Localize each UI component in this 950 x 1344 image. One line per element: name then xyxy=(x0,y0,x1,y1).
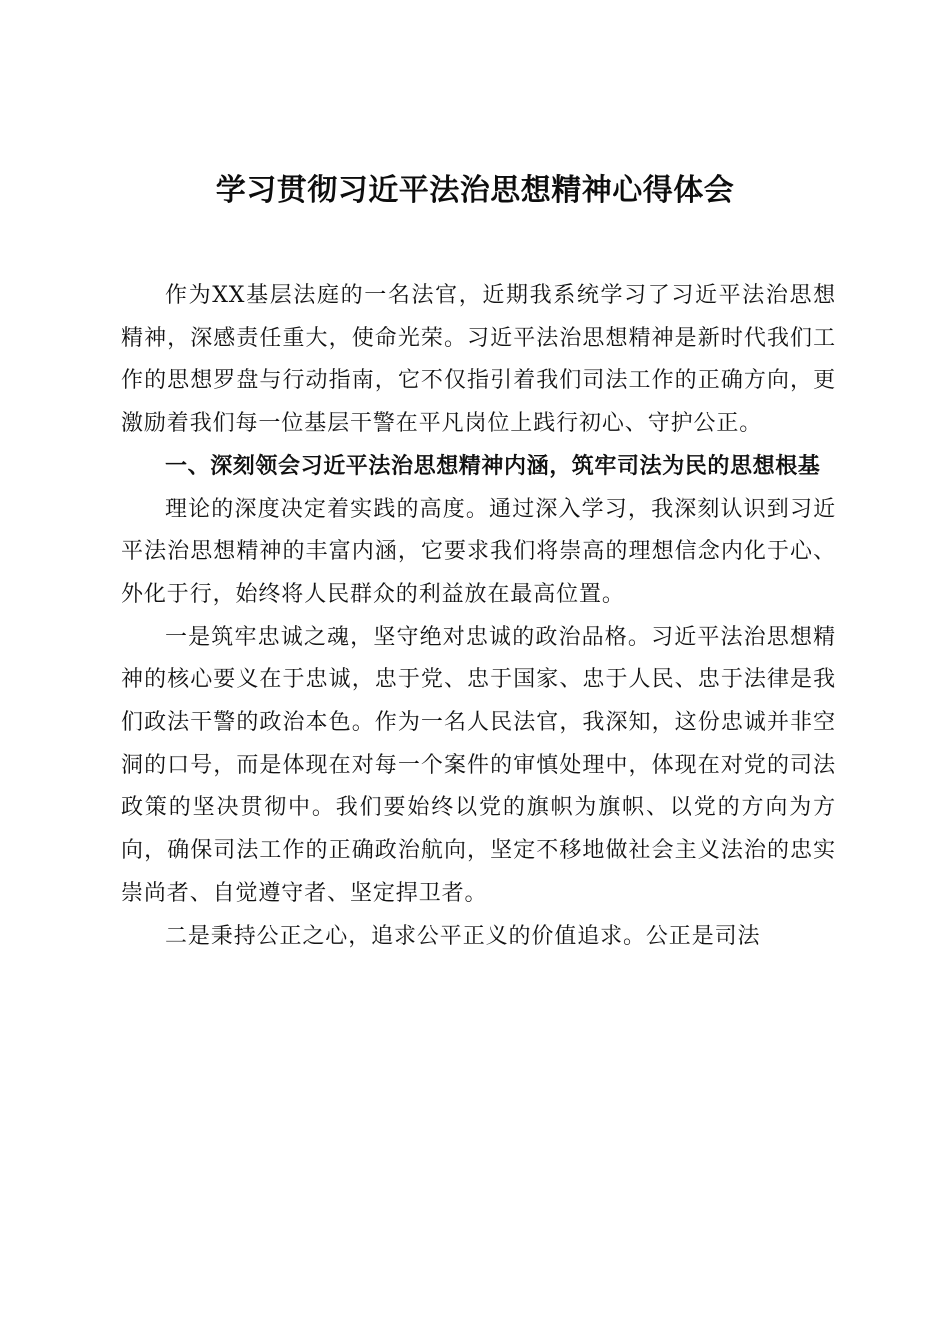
intro-paragraph: 作为XX基层法庭的一名法官，近期我系统学习了习近平法治思想精神，深感责任重大，使命光荣。习近平法治思想精神是新时代我们工作的思想罗盘与行动指南，它不仅指引着我们司法工作的正确方向，更激励着我们每一位基层干警在平凡岗位上践行初心、守护公正。 xyxy=(121,283,836,437)
section-heading-1: 一、深刻领会习近平法治思想精神内涵，筑牢司法为民的思想根基 xyxy=(165,453,821,479)
point-2-paragraph: 二是秉持公正之心，追求公平正义的价值追求。公正是司法 xyxy=(165,923,761,949)
document-body xyxy=(121,275,836,958)
document-title: 学习贯彻习近平法治思想精神心得体会 xyxy=(215,173,735,208)
point-1-paragraph: 一是筑牢忠诚之魂，坚守绝对忠诚的政治品格。习近平法治思想精神的核心要义在于忠诚，忠于党、忠于国家、忠于人民、忠于法律是我们政法干警的政治本色。作为一名人民法官，我深知，这份忠诚并非空洞的口号，而是体现在对每一个案件的审慎处理中，体现在对党的司法政策的坚决贯彻中。我们要始终以党的旗帜为旗帜、以党的方向为方向，确保司法工作的正确政治航向，坚定不移地做社会主义法治的忠实崇尚者、自觉遵守者、坚定捍卫者。 xyxy=(121,624,836,906)
section-1-paragraph: 理论的深度决定着实践的高度。通过深入学习，我深刻认识到习近平法治思想精神的丰富内涵，它要求我们将崇高的理想信念内化于心、外化于行，始终将人民群众的利益放在最高位置。 xyxy=(121,496,836,607)
